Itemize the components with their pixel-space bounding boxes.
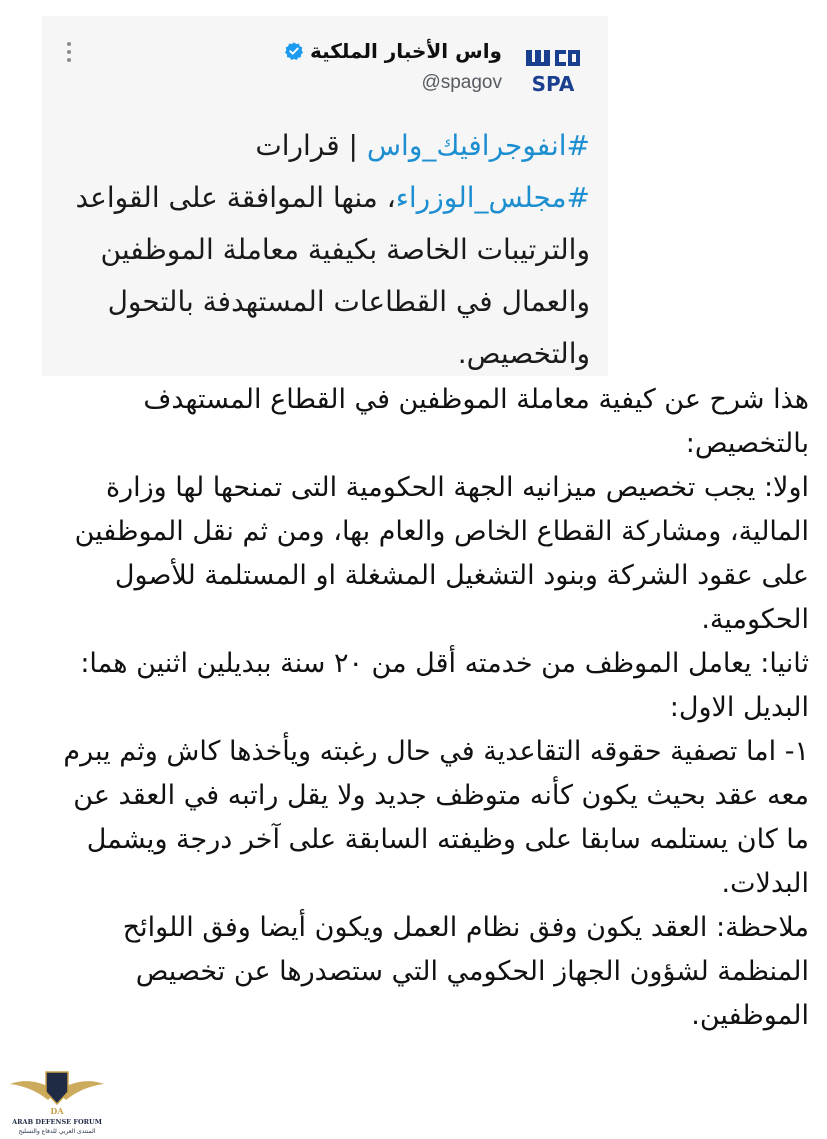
author-handle[interactable]: @spagov xyxy=(421,72,502,93)
hashtag-infographic-link[interactable]: #انفوجرافيك_واس xyxy=(366,129,590,162)
spa-logo xyxy=(524,46,582,96)
watermark-brand: ARAB DEFENSE FORUM xyxy=(12,1118,102,1126)
hashtag-council-link[interactable]: #مجلس_الوزراء xyxy=(395,181,590,214)
logo-text: SPA xyxy=(531,72,575,96)
tweet-card xyxy=(42,16,608,376)
explanation-text xyxy=(49,378,809,1038)
watermark-monogram: DA xyxy=(50,1106,64,1116)
explanation-paragraph: اولا: يجب تخصيص ميزانيه الجهة الحكومية التى تمنحها لها وزارة المالية، ومشاركة القطاع الخاص والعام بها، ومن ثم نقل الموظفين على عقود الشركة وبنود التشغيل المشغلة او المستلمة للأصول الحكومية. xyxy=(74,472,809,635)
author-name-row[interactable] xyxy=(284,36,502,66)
author-display-name[interactable]: واس الأخبار الملكية xyxy=(309,39,502,63)
explanation-paragraph: البديل الاول: xyxy=(669,692,809,723)
tweet-text-part2: ، منها الموافقة على القواعد والترتيبات الخاصة بكيفية معاملة الموظفين والعمال في القطاعات المستهدفة بالتحول والتخصيص. xyxy=(75,181,590,370)
tweet-text-part1: | قرارات xyxy=(255,129,367,162)
tweet-text xyxy=(50,120,590,380)
explanation-paragraph: ثانيا: يعامل الموظف من خدمته أقل من ٢٠ سنة ببديلين اثنين هما: xyxy=(80,648,809,679)
shield-icon xyxy=(46,1072,68,1104)
explanation-paragraph: ملاحظة: العقد يكون وفق نظام العمل ويكون أيضا وفق اللوائح المنظمة لشؤون الجهاز الحكومي التي ستصدرها عن تخصيص الموظفين. xyxy=(122,912,809,1031)
arab-defense-forum-watermark xyxy=(8,1064,106,1136)
verified-badge-icon xyxy=(284,41,304,61)
explanation-paragraph: ١- اما تصفية حقوقه التقاعدية في حال رغبته ويأخذها كاش وثم يبرم معه عقد بحيث يكون كأنه متوظف جديد ولا يقل راتبه في العقد عن ما كان يستلمه سابقا على وظيفته السابقة على آخر درجة ويشمل البدلات. xyxy=(63,736,809,899)
more-options-icon[interactable] xyxy=(66,42,72,62)
explanation-paragraph: هذا شرح عن كيفية معاملة الموظفين في القطاع المستهدف بالتخصيص: xyxy=(143,384,809,459)
watermark-subtitle: المنتدى العربي للدفاع والتسليح xyxy=(18,1128,96,1135)
